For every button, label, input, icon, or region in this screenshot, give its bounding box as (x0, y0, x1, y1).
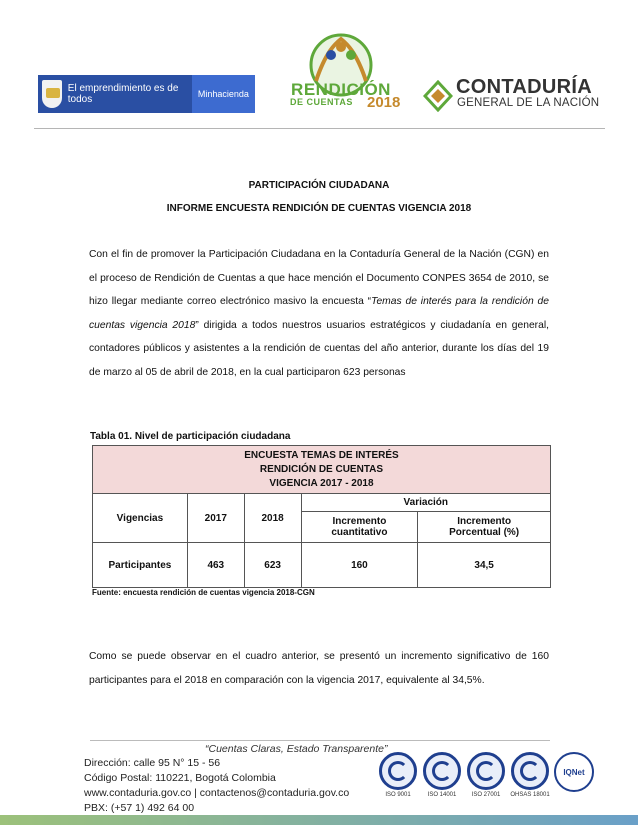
event-year: 2018 (367, 94, 401, 111)
header-line: cuantitativo (331, 527, 388, 538)
intro-text-2: ” dirigida a todos nuestros usuarios estratégicos y ciudadanía en general, contadores públicos y asistentes a la rendición de cuentas del año anterior, durante los días del 19 de marzo al 05 de abril de 2018, en la cual participaron 623 personas (89, 319, 549, 378)
iqnet-cert-icon: IQNet (554, 752, 594, 792)
header-vigencias: Vigencias (93, 494, 188, 543)
footer-contact-line (84, 786, 349, 800)
intro-text-1: Con el fin de promover la Participación Ciudadana en la Contaduría General de la Nación (CGN) en el proceso de Rendición de Cuentas a que hace mención el Documento CONPES 3654 de 2010, se hizo llegar mediante correo electrónico masivo la encuesta “ (89, 249, 549, 307)
header-line: Porcentual (%) (449, 527, 520, 538)
org-title: CONTADURÍA (456, 76, 592, 98)
cert-badge (510, 752, 550, 806)
footer-address: Dirección: calle 95 N° 15 - 56 (84, 757, 221, 769)
row-label: Participantes (93, 543, 188, 588)
cert-badge (554, 752, 594, 806)
header-2018: 2018 (244, 494, 301, 543)
cert-label: OHSAS 18001 (510, 792, 550, 798)
cert-label: ISO 14001 (427, 792, 457, 798)
event-subtitle: DE CUENTAS (290, 97, 353, 107)
table-caption: Tabla 01. Nivel de participación ciudadana (90, 431, 291, 442)
intro-paragraph (89, 243, 549, 384)
footer-phone: PBX: (+57 1) 492 64 00 (84, 802, 195, 814)
table-title-line: VIGENCIA 2017 - 2018 (269, 478, 374, 489)
table-title-line: RENDICIÓN DE CUENTAS (259, 464, 384, 475)
icontec-cert-icon (423, 752, 461, 790)
cell-incremento: 160 (301, 543, 418, 588)
colombia-shield-icon (42, 80, 62, 108)
cert-label: ISO 9001 (385, 792, 411, 798)
table-row (93, 543, 551, 588)
government-slogan: El emprendimiento es de todos (67, 83, 179, 105)
table-title (93, 446, 551, 494)
footer-separator: | (194, 787, 200, 799)
icontec-cert-icon (467, 752, 505, 790)
survey-name: Temas de interés para la rendición de cuentas vigencia 2018 (89, 296, 549, 331)
footer-slogan: “Cuentas Claras, Estado Transparente” (205, 743, 388, 755)
header-incremento-porcentual (418, 512, 551, 543)
header-2017: 2017 (187, 494, 244, 543)
table-header-row (93, 494, 551, 512)
footer-email-link[interactable]: contactenos@contaduria.gov.co (199, 787, 350, 799)
bottom-color-bar (0, 815, 638, 825)
cert-badge (378, 752, 418, 806)
table-source: Fuente: encuesta rendición de cuentas vigencia 2018-CGN (92, 588, 315, 597)
header-line: Incremento (457, 516, 512, 527)
icontec-cert-icon (379, 752, 417, 790)
contaduria-logo-icon (423, 80, 453, 112)
org-subtitle: GENERAL DE LA NACIÓN (457, 97, 600, 109)
header-divider (34, 128, 605, 129)
footer-divider (90, 740, 550, 741)
cell-2017: 463 (187, 543, 244, 588)
table-title-row (93, 446, 551, 494)
report-title: INFORME ENCUESTA RENDICIÓN DE CUENTAS VIGENCIA 2018 (166, 203, 472, 214)
cert-label: ISO 27001 (471, 792, 501, 798)
event-title: RENDICIÓN (291, 80, 391, 99)
footer-website-link[interactable]: www.contaduria.gov.co (84, 787, 192, 799)
icontec-cert-icon (511, 752, 549, 790)
cert-badge (466, 752, 506, 806)
table-title-line: ENCUESTA TEMAS DE INTERÉS (244, 450, 399, 461)
cert-badge (422, 752, 462, 806)
footer-postal: Código Postal: 110221, Bogotá Colombia (84, 772, 276, 784)
participation-table (92, 445, 551, 588)
header-line: Incremento (332, 516, 387, 527)
section-title: PARTICIPACIÓN CIUDADANA (248, 180, 390, 191)
government-slogan-block (38, 75, 192, 113)
header-incremento-cuantitativo (301, 512, 418, 543)
cell-porcentaje: 34,5 (418, 543, 551, 588)
header-variacion: Variación (301, 494, 550, 512)
conclusion-paragraph: Como se puede observar en el cuadro anterior, se presentó un incremento significativo de 160 participantes para el 2018 en comparación con la vigencia 2017, equivalente al 34,5%. (89, 651, 549, 686)
ministry-label: Minhacienda (192, 75, 255, 113)
government-banner (38, 75, 255, 113)
certifications (378, 752, 594, 806)
cell-2018: 623 (244, 543, 301, 588)
